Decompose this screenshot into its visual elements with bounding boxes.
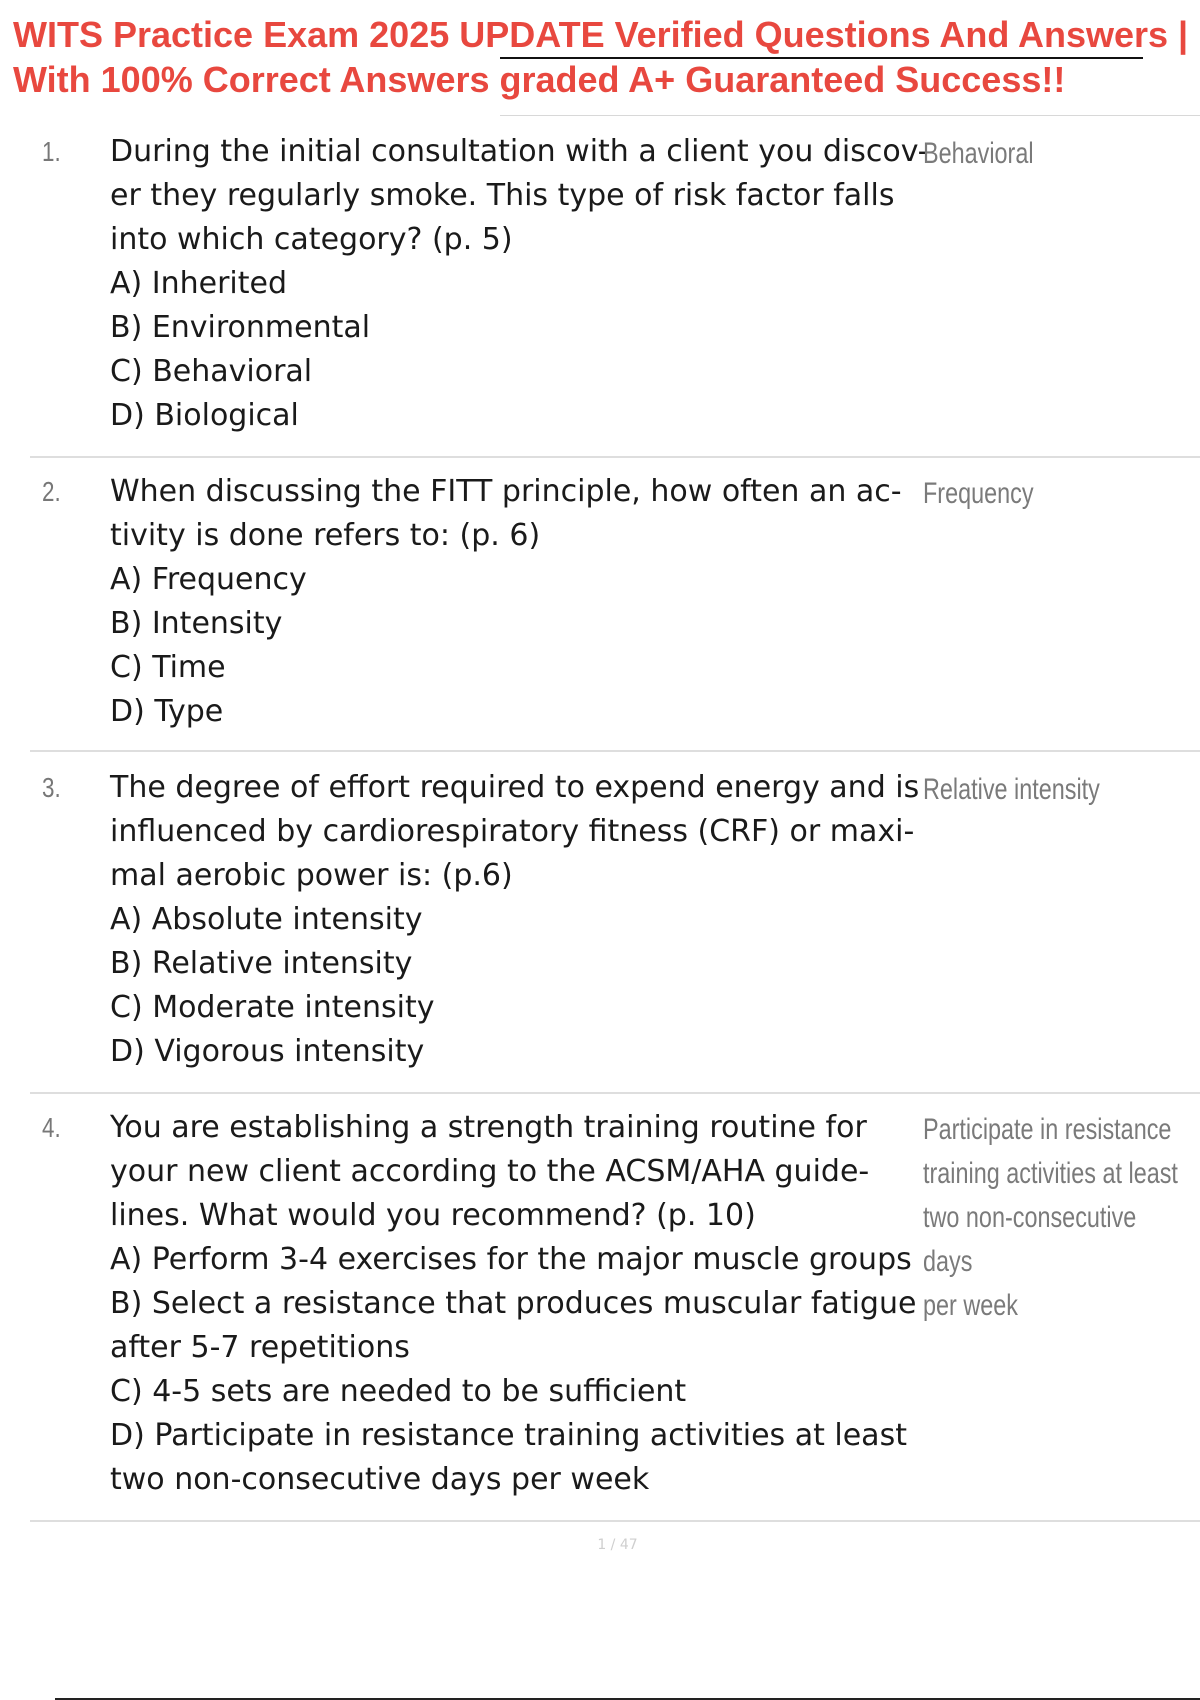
correct-answer: [923, 768, 1188, 812]
correct-answer: [923, 1108, 1188, 1328]
answer-option: C) 4-5 sets are needed to be sufficient: [110, 1374, 687, 1409]
answer-option: two non-consecutive days per week: [110, 1462, 650, 1497]
answer-option: B) Relative intensity: [110, 946, 413, 981]
question-text-line: The degree of effort required to expend energy and is: [110, 770, 920, 805]
question-card: [30, 766, 1200, 1094]
question-number: 1.: [42, 136, 61, 167]
answer-option: D) Type: [110, 694, 224, 729]
page-number: 1 / 47: [597, 1537, 638, 1553]
answer-line: Relative intensity: [923, 773, 1100, 806]
answer-option: D) Participate in resistance training activities at least: [110, 1418, 907, 1453]
answer-line: Frequency: [923, 477, 1034, 510]
answer-line: two non-consecutive days: [923, 1201, 1137, 1278]
question-text-line: lines. What would you recommend? (p. 10): [110, 1198, 756, 1233]
correct-answer: [923, 472, 1188, 516]
answer-line: training activities at least: [923, 1157, 1178, 1190]
answer-option: C) Behavioral: [110, 354, 313, 389]
question-text-line: When discussing the FITT principle, how often an ac-: [110, 474, 902, 509]
top-divider: [500, 115, 1200, 116]
question-text-line: er they regularly smoke. This type of risk factor falls: [110, 178, 895, 213]
question-card: [30, 1106, 1200, 1522]
answer-option: A) Perform 3-4 exercises for the major muscle groups: [110, 1242, 912, 1277]
question-number: 3.: [42, 772, 61, 803]
answer-option: A) Frequency: [110, 562, 307, 597]
question-body: [110, 130, 950, 438]
question-text-line: You are establishing a strength training routine for: [110, 1110, 867, 1145]
question-card: [30, 470, 1200, 752]
answer-option: B) Select a resistance that produces muscular fatigue: [110, 1286, 917, 1321]
answer-line: per week: [923, 1289, 1018, 1322]
correct-answer: [923, 132, 1188, 176]
question-text-line: your new client according to the ACSM/AHA guide-: [110, 1154, 870, 1189]
answer-option: B) Environmental: [110, 310, 371, 345]
title-underline: [500, 57, 1143, 59]
question-text-line: influenced by cardiorespiratory fitness (CRF) or maxi-: [110, 814, 915, 849]
question-body: [110, 1106, 950, 1502]
question-number: 2.: [42, 476, 61, 507]
question-text-line: into which category? (p. 5): [110, 222, 513, 257]
title-line-2: With 100% Correct Answers graded A+ Guaranteed Success!!: [13, 59, 1066, 100]
question-body: [110, 766, 950, 1074]
answer-line: Behavioral: [923, 137, 1034, 170]
answer-line: Participate in resistance: [923, 1113, 1172, 1146]
title-line-1: WITS Practice Exam 2025 UPDATE Verified Questions And Answers |: [13, 14, 1189, 55]
answer-option: C) Moderate intensity: [110, 990, 435, 1025]
question-text-line: tivity is done refers to: (p. 6): [110, 518, 541, 553]
question-body: [110, 470, 950, 734]
answer-option: D) Biological: [110, 398, 299, 433]
question-text-line: During the initial consultation with a client you discov-: [110, 134, 929, 169]
question-card: [30, 130, 1200, 458]
answer-option: after 5-7 repetitions: [110, 1330, 410, 1365]
answer-option: A) Inherited: [110, 266, 288, 301]
answer-option: B) Intensity: [110, 606, 283, 641]
answer-option: D) Vigorous intensity: [110, 1034, 425, 1069]
question-text-line: mal aerobic power is: (p.6): [110, 858, 513, 893]
answer-option: A) Absolute intensity: [110, 902, 423, 937]
answer-option: C) Time: [110, 650, 226, 685]
question-number: 4.: [42, 1112, 61, 1143]
